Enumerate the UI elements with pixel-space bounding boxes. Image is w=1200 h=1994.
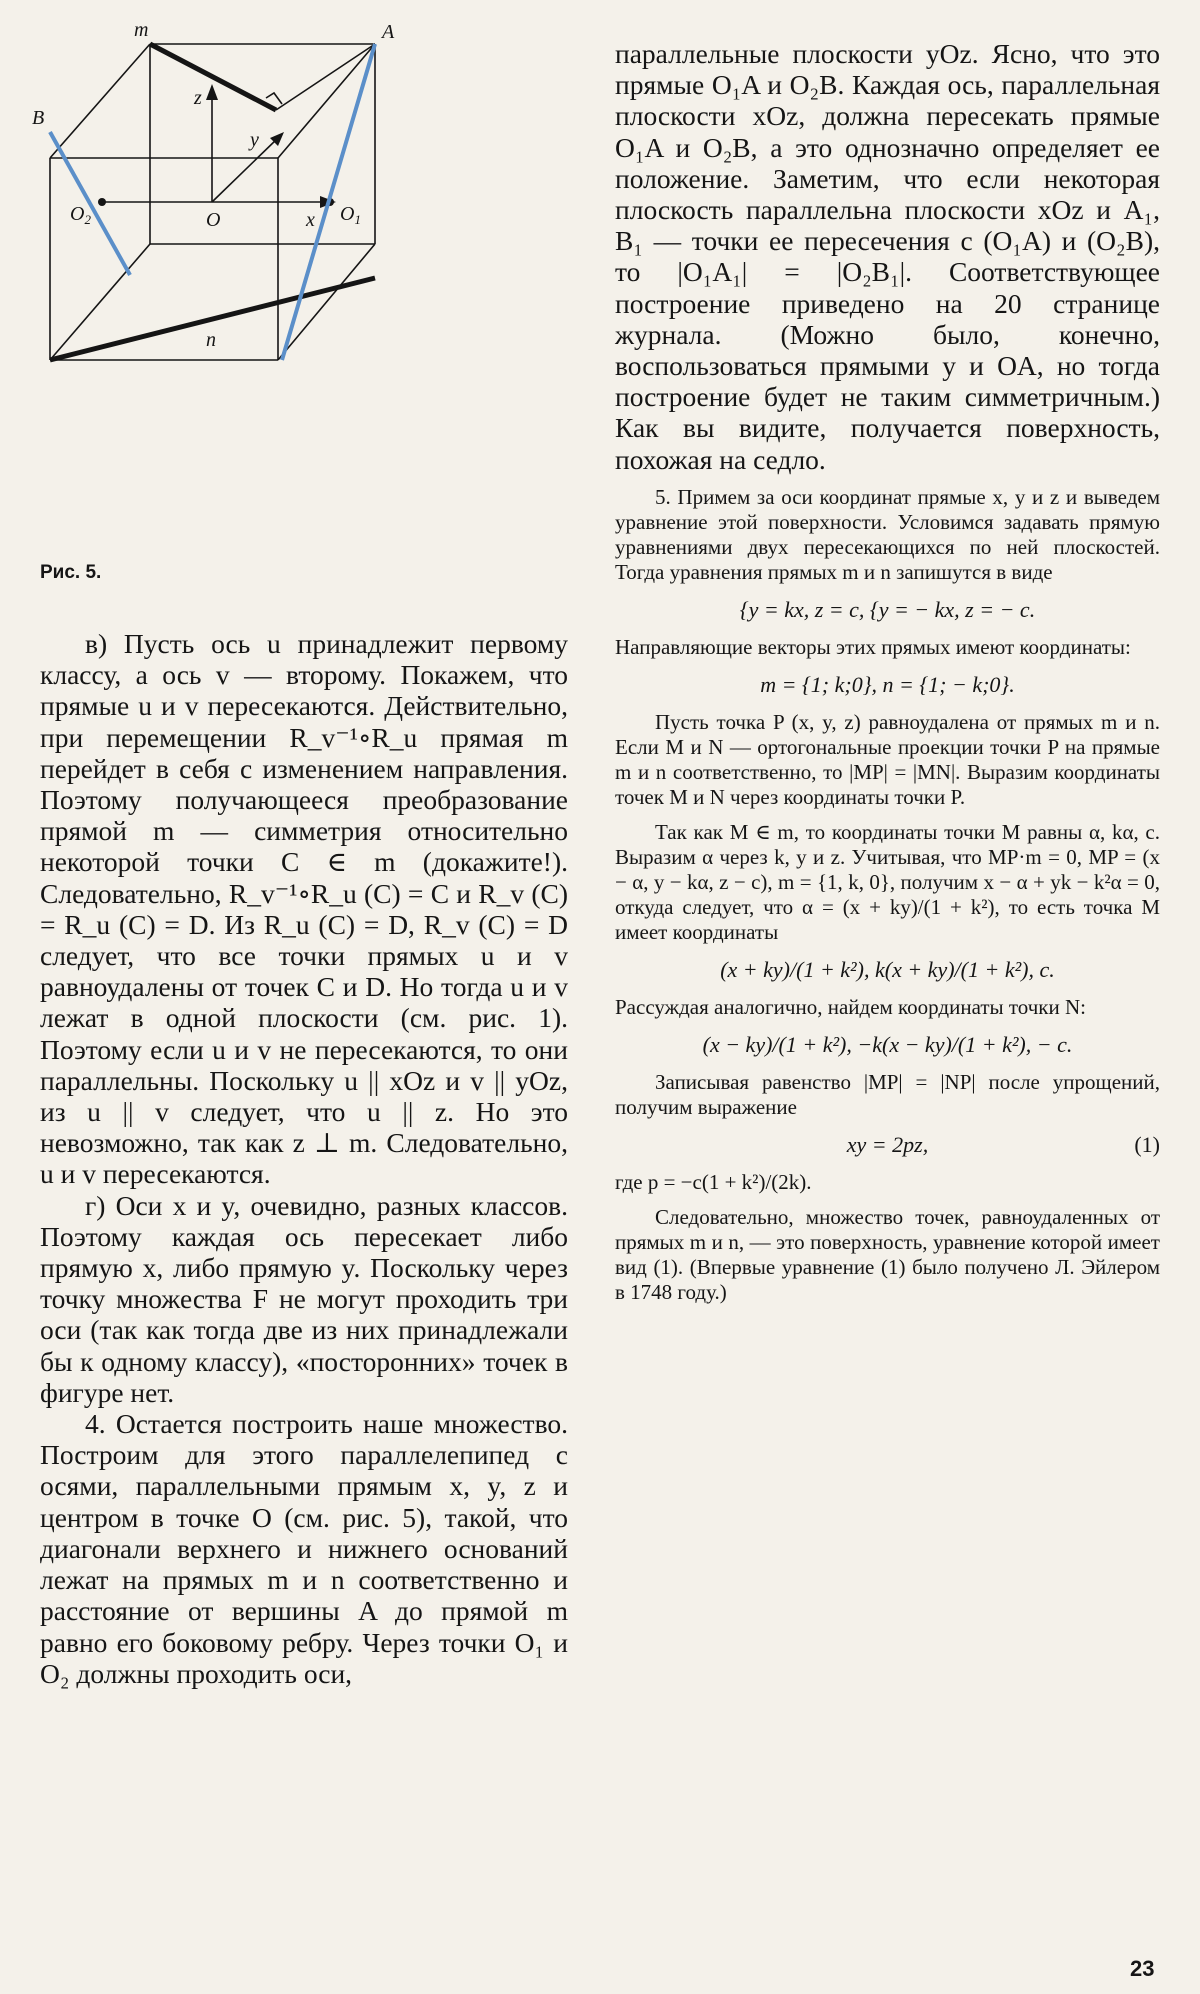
equation-N-coords: (x − ky)/(1 + k²), −k(x − ky)/(1 + k²), − c. bbox=[702, 1031, 1073, 1057]
equation-main-text: xy = 2pz, bbox=[846, 1131, 929, 1157]
paragraph-continuation: параллельные плоскости yOz. Ясно, что это прямые O₁A и O₂B. Каждая ось, параллельная плоскости xOz, должна пересекать прямые O₁A и O₂B, а это однозначно определяет ее положение. Заметим, что если некоторая плоскость параллельна плоскости xOz и A₁, B₁ — точки ее пересечения с (O₁A) и (O₂B), то |O₁A₁| = |O₂B₁|. Соответствующее построение приведено на 20 странице журнала. (Можно было, конечно, воспользоваться прямыми y и OA, но тогда построение будет не таким симметричным.) Как вы видите, получается поверхность, похожая на седло. bbox=[615, 38, 1160, 475]
right-angle-mark bbox=[266, 93, 282, 104]
line-m bbox=[150, 44, 276, 110]
figure-caption: Рис. 5. bbox=[40, 562, 102, 583]
paragraph-v: в) Пусть ось u принадлежит первому классу, а ось v — второму. Покажем, что прямые u и v пересекаются. Действительно, при перемещении R_v⁻¹∘R_u прямая m перейдет в себя с изменением направления. Поэтому получающееся преобразование прямой m — симметрия относительно некоторой точки C ∈ m (докажите!). Следовательно, R_v⁻¹∘R_u (C) = C и R_v (C) = R_u (C) = D. Из R_u (C) = D, R_v (C) = D следует, что все точки прямых u и v равноудалены от точек C и D. Но тогда u и v лежат в одной плоскости (см. рис. 1). Поэтому если u и v не пересекаются, то они параллельны. Поскольку u || xOz и v || yOz, из u || v следует, что u || z. Но это невозможно, так как z ⊥ m. Следовательно, u и v пересекаются. bbox=[40, 628, 568, 1190]
label-z: z bbox=[194, 87, 202, 109]
label-B: B bbox=[32, 107, 45, 129]
edge-conn-bl bbox=[50, 244, 150, 360]
paragraph-final: Следовательно, множество точек, равноудаленных от прямых m и n, — это поверхность, уравнение которой имеет вид (1). (Впервые уравнение (1) было получено Л. Эйлером в 1748 году.) bbox=[615, 1204, 1160, 1304]
label-n: n bbox=[206, 329, 216, 351]
point-O2 bbox=[98, 198, 106, 206]
paragraph-g: г) Оси x и y, очевидно, разных классов. Поэтому каждая ось пересекает либо прямую x, либо прямую y. Поскольку через точку множества F не могут проходить три оси (так как тогда две из них принадлежали бы к одному классу), «посторонних» точек в фигуре нет. bbox=[40, 1189, 568, 1408]
edge-conn-br bbox=[278, 244, 375, 360]
paragraph-point-M: Так как M ∈ m, то координаты точки M равны α, kα, c. Выразим α через k, y и z. Учитывая, что MP·m = 0, MP = (x − α, y − kα, z − c), m = {1, k, 0}, получим x − α + yk − k²α = 0, откуда следует, что α = (x + ky)/(1 + k²), то есть точка M имеет координаты bbox=[615, 819, 1160, 944]
right-column bbox=[615, 38, 1160, 1305]
equation-M-coords: (x + ky)/(1 + k²), k(x + ky)/(1 + k²), c. bbox=[720, 956, 1055, 982]
label-x: x bbox=[306, 209, 315, 231]
equation-system: {y = kx, z = c, {y = − kx, z = − c. bbox=[739, 596, 1036, 622]
edge-conn-tl bbox=[50, 44, 150, 158]
label-O: O bbox=[206, 209, 221, 231]
label-y: y bbox=[250, 129, 259, 151]
paragraph-5: 5. Примем за оси координат прямые x, y и z и выведем уравнение этой поверхности. Условимся задавать прямую уравнениями двух пересекающихся по ней плоскостей. Тогда уравнения прямых m и n запишутся в виде bbox=[615, 484, 1160, 584]
equation-vectors: m = {1; k;0}, n = {1; − k;0}. bbox=[760, 671, 1015, 697]
paragraph-point-P: Пусть точка P (x, y, z) равноудалена от прямых m и n. Если M и N — ортогональные проекции точки P на прямые m и n соответственно, то |MP| = |MN|. Выразим координаты точек M и N через координаты точки P. bbox=[615, 709, 1160, 809]
label-O1: $O_1$ bbox=[340, 203, 361, 227]
paragraph-point-N: Рассуждая аналогично, найдем координаты точки N: bbox=[615, 994, 1086, 1019]
paragraph-where-p: где p = −c(1 + k²)/(2k). bbox=[615, 1169, 812, 1194]
blue-line-O2B bbox=[50, 132, 130, 275]
axis-y bbox=[212, 138, 278, 202]
paragraph-equality: Записывая равенство |MP| = |NP| после упрощений, получим выражение bbox=[615, 1069, 1160, 1119]
label-A: A bbox=[382, 21, 395, 43]
paragraph-4: 4. Остается построить наше множество. Построим для этого параллелепипед с осями, параллельными прямым x, y, z и центром в точке O (см. рис. 5), такой, что диагонали верхнего и нижнего оснований лежат на прямых m и n соответственно и расстояние от вершины A до прямой m равно его боковому ребру. Через точки O₁ и O₂ должны проходить оси, bbox=[40, 1408, 568, 1689]
equation-number: (1) bbox=[1134, 1131, 1160, 1157]
left-column bbox=[40, 628, 568, 1689]
label-m: m bbox=[134, 20, 149, 41]
axis-z-arrow bbox=[206, 84, 218, 100]
equation-main bbox=[615, 1132, 1160, 1158]
paragraph-direction: Направляющие векторы этих прямых имеют координаты: bbox=[615, 634, 1131, 659]
parallelepiped-figure bbox=[30, 20, 510, 470]
label-O2: $O_2$ bbox=[70, 203, 91, 227]
edge-conn-tr bbox=[278, 44, 375, 158]
page-number: 23 bbox=[1130, 1956, 1155, 1981]
